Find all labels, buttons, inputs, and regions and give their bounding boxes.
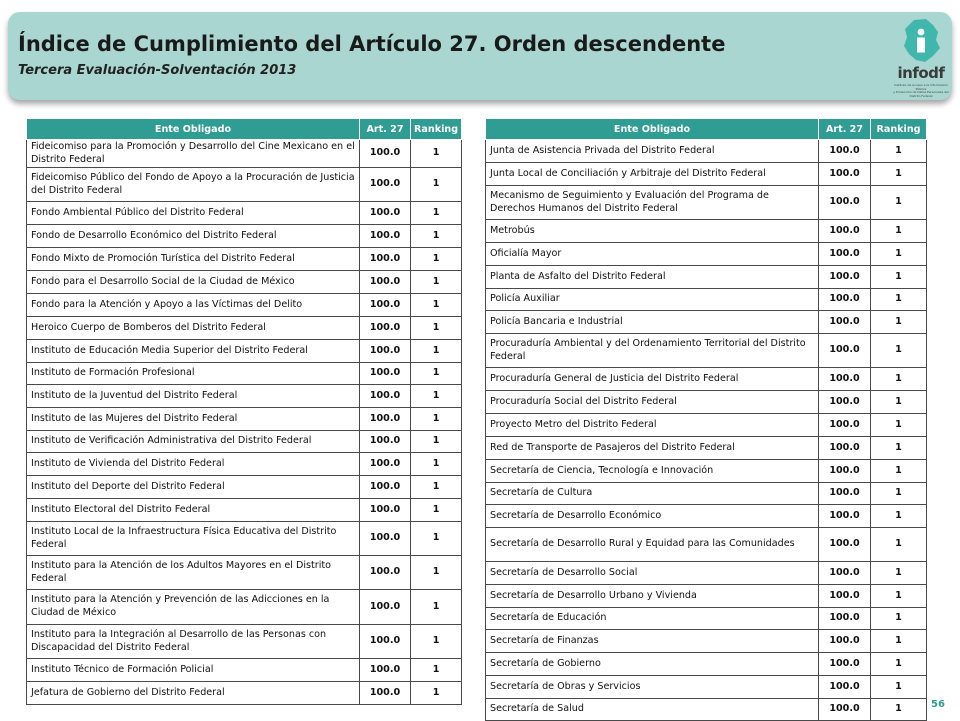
art27-score-cell: 100.0 <box>819 243 871 266</box>
art27-score-cell: 100.0 <box>360 453 411 476</box>
table-row <box>486 163 927 186</box>
ente-name-cell: Policía Auxiliar <box>486 289 819 311</box>
ente-name-cell: Planta de Asfalto del Distrito Federal <box>486 266 819 289</box>
table-row <box>27 453 462 476</box>
table-row <box>486 266 927 289</box>
ranking-cell: 1 <box>411 682 462 705</box>
ranking-cell: 1 <box>871 243 927 266</box>
ente-name-cell: Secretaría de Desarrollo Económico <box>486 505 819 528</box>
ente-name-cell: Secretaría de Educación <box>486 608 819 630</box>
table-row <box>27 202 462 225</box>
ente-name-cell: Red de Transporte de Pasajeros del Distrito Federal <box>486 437 819 460</box>
table-header-row <box>486 119 927 140</box>
map-icon <box>892 18 950 64</box>
table-row <box>486 676 927 699</box>
table-row <box>486 653 927 676</box>
table-row <box>27 317 462 340</box>
table-row <box>27 140 462 168</box>
ranking-cell: 1 <box>411 385 462 408</box>
ranking-cell: 1 <box>411 340 462 363</box>
table-row <box>486 220 927 243</box>
art27-score-cell: 100.0 <box>360 556 411 590</box>
art27-score-cell: 100.0 <box>360 271 411 294</box>
table-row <box>486 243 927 266</box>
ranking-cell: 1 <box>411 294 462 317</box>
ranking-cell: 1 <box>411 202 462 225</box>
ente-name-cell: Procuraduría General de Justicia del Distrito Federal <box>486 368 819 391</box>
logo-subtext-line: Instituto de Acceso a la Información Pública <box>894 83 948 91</box>
column-header-ranking: Ranking <box>411 119 462 140</box>
ranking-cell: 1 <box>871 585 927 608</box>
ente-name-cell: Fondo de Desarrollo Económico del Distrito Federal <box>27 225 360 248</box>
table-row <box>27 340 462 363</box>
ente-name-cell: Instituto de Vivienda del Distrito Federal <box>27 453 360 476</box>
table-row <box>27 271 462 294</box>
art27-score-cell: 100.0 <box>819 311 871 334</box>
table-row <box>27 385 462 408</box>
ente-name-cell: Instituto para la Atención de los Adultos Mayores en el Distrito Federal <box>27 556 360 590</box>
page-number: 56 <box>931 699 945 710</box>
table-row <box>486 311 927 334</box>
art27-score-cell: 100.0 <box>819 368 871 391</box>
ente-name-cell: Jefatura de Gobierno del Distrito Federal <box>27 682 360 705</box>
table-row <box>486 699 927 721</box>
art27-score-cell: 100.0 <box>360 363 411 385</box>
table-row <box>486 186 927 220</box>
ranking-cell: 1 <box>871 186 927 220</box>
art27-score-cell: 100.0 <box>360 431 411 453</box>
ente-name-cell: Secretaría de Salud <box>486 699 819 721</box>
table-row <box>486 460 927 483</box>
table-row <box>486 608 927 630</box>
column-header-ente: Ente Obligado <box>486 119 819 140</box>
ente-name-cell: Policía Bancaria e Industrial <box>486 311 819 334</box>
art27-score-cell: 100.0 <box>819 585 871 608</box>
art27-score-cell: 100.0 <box>819 391 871 414</box>
art27-score-cell: 100.0 <box>360 248 411 271</box>
art27-score-cell: 100.0 <box>360 340 411 363</box>
ente-name-cell: Instituto de Verificación Administrativa del Distrito Federal <box>27 431 360 453</box>
ranking-cell: 1 <box>871 391 927 414</box>
table-row <box>27 408 462 431</box>
table-row <box>486 630 927 653</box>
art27-score-cell: 100.0 <box>819 653 871 676</box>
table-row <box>27 556 462 590</box>
table-row <box>486 505 927 528</box>
column-header-ranking: Ranking <box>871 119 927 140</box>
ranking-cell: 1 <box>871 140 927 163</box>
ranking-cell: 1 <box>411 168 462 202</box>
ente-name-cell: Junta de Asistencia Privada del Distrito Federal <box>486 140 819 163</box>
ente-name-cell: Secretaría de Desarrollo Urbano y Vivienda <box>486 585 819 608</box>
ranking-cell: 1 <box>411 408 462 431</box>
ranking-cell: 1 <box>871 483 927 505</box>
table-row <box>486 391 927 414</box>
art27-score-cell: 100.0 <box>360 476 411 499</box>
art27-score-cell: 100.0 <box>360 385 411 408</box>
ranking-cell: 1 <box>411 140 462 168</box>
table-row <box>27 682 462 705</box>
ente-name-cell: Fondo para la Atención y Apoyo a las Víctimas del Delito <box>27 294 360 317</box>
art27-score-cell: 100.0 <box>819 699 871 721</box>
table-row <box>27 522 462 556</box>
ranking-cell: 1 <box>871 676 927 699</box>
art27-score-cell: 100.0 <box>819 562 871 585</box>
ente-name-cell: Secretaría de Desarrollo Rural y Equidad para las Comunidades <box>486 528 819 562</box>
art27-score-cell: 100.0 <box>360 294 411 317</box>
ranking-cell: 1 <box>411 453 462 476</box>
ente-name-cell: Instituto del Deporte del Distrito Federal <box>27 476 360 499</box>
table-row <box>486 368 927 391</box>
table-row <box>27 225 462 248</box>
ranking-cell: 1 <box>871 368 927 391</box>
table-row <box>486 334 927 368</box>
art27-score-cell: 100.0 <box>819 505 871 528</box>
ranking-cell: 1 <box>411 431 462 453</box>
table-row <box>486 585 927 608</box>
table-row <box>27 625 462 659</box>
page-title: Índice de Cumplimiento del Artículo 27. Orden descendente <box>18 32 726 56</box>
table-row <box>27 363 462 385</box>
ente-name-cell: Junta Local de Conciliación y Arbitraje del Distrito Federal <box>486 163 819 186</box>
art27-score-cell: 100.0 <box>819 266 871 289</box>
ente-name-cell: Instituto Local de la Infraestructura Física Educativa del Distrito Federal <box>27 522 360 556</box>
art27-score-cell: 100.0 <box>819 676 871 699</box>
art27-score-cell: 100.0 <box>819 140 871 163</box>
ente-name-cell: Secretaría de Cultura <box>486 483 819 505</box>
logo-subtext <box>892 84 950 98</box>
art27-score-cell: 100.0 <box>819 630 871 653</box>
logo-wordmark: infodf <box>897 64 945 82</box>
ranking-cell: 1 <box>411 476 462 499</box>
ente-name-cell: Secretaría de Desarrollo Social <box>486 562 819 585</box>
ranking-cell: 1 <box>411 317 462 340</box>
art27-score-cell: 100.0 <box>360 140 411 168</box>
table-row <box>486 414 927 437</box>
ranking-cell: 1 <box>871 311 927 334</box>
table-row <box>27 248 462 271</box>
ente-name-cell: Secretaría de Obras y Servicios <box>486 676 819 699</box>
art27-score-cell: 100.0 <box>360 590 411 625</box>
ranking-cell: 1 <box>411 499 462 522</box>
art27-score-cell: 100.0 <box>819 460 871 483</box>
ente-name-cell: Fondo Ambiental Público del Distrito Federal <box>27 202 360 225</box>
art27-score-cell: 100.0 <box>819 220 871 243</box>
ranking-cell: 1 <box>871 460 927 483</box>
infodf-logo <box>892 18 950 102</box>
art27-score-cell: 100.0 <box>819 186 871 220</box>
art27-score-cell: 100.0 <box>360 168 411 202</box>
page-subtitle: Tercera Evaluación-Solventación 2013 <box>18 63 297 78</box>
ente-name-cell: Instituto de Formación Profesional <box>27 363 360 385</box>
art27-score-cell: 100.0 <box>819 334 871 368</box>
art27-score-cell: 100.0 <box>360 225 411 248</box>
art27-score-cell: 100.0 <box>360 522 411 556</box>
ente-name-cell: Fideicomiso para la Promoción y Desarrollo del Cine Mexicano en el Distrito Federal <box>27 140 360 168</box>
table-header-row <box>27 119 462 140</box>
logo-subtext-line: y Protección de Datos Personales del Distrito Federal <box>893 90 949 98</box>
ente-name-cell: Metrobús <box>486 220 819 243</box>
header-banner <box>8 12 952 100</box>
ranking-cell: 1 <box>411 225 462 248</box>
ente-name-cell: Instituto para la Integración al Desarrollo de las Personas con Discapacidad del Distrito Federal <box>27 625 360 659</box>
ranking-cell: 1 <box>871 505 927 528</box>
ranking-cell: 1 <box>871 608 927 630</box>
ranking-cell: 1 <box>411 363 462 385</box>
table-row <box>486 437 927 460</box>
ranking-cell: 1 <box>411 271 462 294</box>
ente-name-cell: Secretaría de Ciencia, Tecnología e Innovación <box>486 460 819 483</box>
ente-name-cell: Mecanismo de Seguimiento y Evaluación del Programa de Derechos Humanos del Distrito Federal <box>486 186 819 220</box>
ente-name-cell: Instituto Técnico de Formación Policial <box>27 659 360 682</box>
ente-name-cell: Instituto Electoral del Distrito Federal <box>27 499 360 522</box>
ente-name-cell: Fondo Mixto de Promoción Turística del Distrito Federal <box>27 248 360 271</box>
art27-score-cell: 100.0 <box>360 317 411 340</box>
ranking-cell: 1 <box>411 590 462 625</box>
ente-name-cell: Instituto de la Juventud del Distrito Federal <box>27 385 360 408</box>
ranking-cell: 1 <box>871 437 927 460</box>
ente-name-cell: Heroico Cuerpo de Bomberos del Distrito Federal <box>27 317 360 340</box>
art27-score-cell: 100.0 <box>360 499 411 522</box>
ranking-cell: 1 <box>411 248 462 271</box>
art27-score-cell: 100.0 <box>819 437 871 460</box>
table-row <box>27 659 462 682</box>
art27-score-cell: 100.0 <box>360 202 411 225</box>
ente-name-cell: Procuraduría Social del Distrito Federal <box>486 391 819 414</box>
art27-score-cell: 100.0 <box>819 289 871 311</box>
ente-name-cell: Procuraduría Ambiental y del Ordenamiento Territorial del Distrito Federal <box>486 334 819 368</box>
ranking-cell: 1 <box>871 562 927 585</box>
ente-name-cell: Instituto de Educación Media Superior del Distrito Federal <box>27 340 360 363</box>
compliance-table-right <box>485 118 927 721</box>
ranking-cell: 1 <box>871 163 927 186</box>
column-header-ente: Ente Obligado <box>27 119 360 140</box>
table-row <box>27 294 462 317</box>
ente-name-cell: Secretaría de Finanzas <box>486 630 819 653</box>
table-row <box>486 140 927 163</box>
column-header-art27: Art. 27 <box>360 119 411 140</box>
ranking-cell: 1 <box>871 630 927 653</box>
art27-score-cell: 100.0 <box>819 608 871 630</box>
ranking-cell: 1 <box>871 699 927 721</box>
table-row <box>27 431 462 453</box>
table-row <box>486 528 927 562</box>
ente-name-cell: Fondo para el Desarrollo Social de la Ciudad de México <box>27 271 360 294</box>
ranking-cell: 1 <box>411 659 462 682</box>
ranking-cell: 1 <box>411 556 462 590</box>
ente-name-cell: Proyecto Metro del Distrito Federal <box>486 414 819 437</box>
compliance-table-left <box>26 118 462 705</box>
column-header-art27: Art. 27 <box>819 119 871 140</box>
ranking-cell: 1 <box>871 653 927 676</box>
ente-name-cell: Instituto de las Mujeres del Distrito Federal <box>27 408 360 431</box>
table-row <box>486 289 927 311</box>
art27-score-cell: 100.0 <box>819 483 871 505</box>
art27-score-cell: 100.0 <box>819 163 871 186</box>
table-row <box>486 562 927 585</box>
table-row <box>486 483 927 505</box>
ente-name-cell: Instituto para la Atención y Prevención de las Adicciones en la Ciudad de México <box>27 590 360 625</box>
table-row <box>27 499 462 522</box>
ranking-cell: 1 <box>871 289 927 311</box>
art27-score-cell: 100.0 <box>819 528 871 562</box>
table-row <box>27 590 462 625</box>
ranking-cell: 1 <box>871 528 927 562</box>
art27-score-cell: 100.0 <box>360 408 411 431</box>
ranking-cell: 1 <box>871 220 927 243</box>
ranking-cell: 1 <box>411 522 462 556</box>
ranking-cell: 1 <box>871 334 927 368</box>
ranking-cell: 1 <box>411 625 462 659</box>
art27-score-cell: 100.0 <box>819 414 871 437</box>
ente-name-cell: Oficialía Mayor <box>486 243 819 266</box>
art27-score-cell: 100.0 <box>360 625 411 659</box>
ranking-cell: 1 <box>871 266 927 289</box>
art27-score-cell: 100.0 <box>360 682 411 705</box>
ente-name-cell: Fideicomiso Público del Fondo de Apoyo a la Procuración de Justicia del Distrito Federal <box>27 168 360 202</box>
ente-name-cell: Secretaría de Gobierno <box>486 653 819 676</box>
art27-score-cell: 100.0 <box>360 659 411 682</box>
ranking-cell: 1 <box>871 414 927 437</box>
table-row <box>27 168 462 202</box>
table-row <box>27 476 462 499</box>
